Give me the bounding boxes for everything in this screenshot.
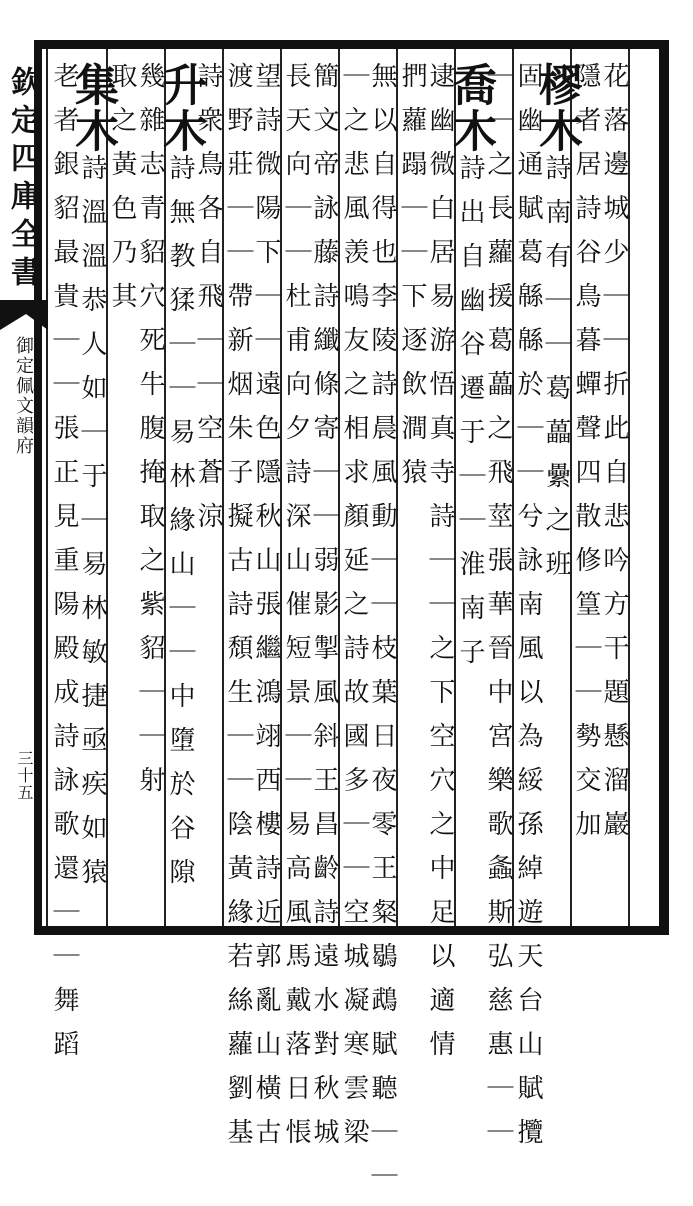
text-line: 詩溫溫恭人如｜于｜易林敏捷亟疾如猿 (77, 154, 107, 902)
text-column (513, 62, 543, 1162)
text-line: 渡野莊｜｜帶新烟朱子擬古詩頹生｜｜陰黃緣若絲蘿劉基 (223, 62, 253, 1162)
text-column (572, 62, 600, 922)
entry-head: 升木 (155, 62, 206, 154)
text-line: 取之黃色乃其 (107, 62, 137, 326)
text-line: 詩出自幽谷遷于｜｜淮南子 (455, 154, 485, 682)
text-column (108, 62, 136, 922)
text-column (531, 62, 582, 922)
text-line: 長天向｜｜杜甫向夕詩深山催短景｜｜易高風馬戴落日悵 (281, 62, 311, 1162)
text-line: 詩衆鳥各自飛｜｜空蒼涼 (193, 62, 223, 546)
text-column (309, 62, 339, 1162)
section-title: 御定佩文韻府 (13, 336, 34, 456)
frame-right-border (659, 40, 669, 935)
text-column (600, 62, 628, 922)
text-line: 花落邊城少｜｜折此自悲吟方干題懸溜巖 (599, 62, 629, 854)
entry-head: 喬木 (445, 62, 496, 154)
text-column (398, 62, 426, 922)
text-column (425, 62, 455, 1074)
text-column (223, 62, 253, 1162)
text-line: 簡文帝詠藤詩纖條寄｜｜弱影掣風斜王昌齡詩遠水對秋城 (309, 62, 339, 1162)
text-line: ｜｜之長蘿援葛藟之飛莖張華晉中宮樂歌螽斯弘慈惠｜｜ (483, 62, 513, 1162)
text-line: 逮幽微白居易游悟真寺詩｜｜之下空穴之中足以適情 (425, 62, 455, 1074)
entry-head: 集木 (67, 62, 118, 154)
text-column (155, 62, 206, 922)
text-column (251, 62, 281, 1162)
text-column (367, 62, 397, 1206)
text-line: 詩南有｜｜葛藟纍之班 (541, 154, 571, 594)
text-line: 老者銀貂最貴 (49, 62, 79, 326)
text-column (281, 62, 311, 1162)
text-line: 詩無教猱｜｜易林緣山｜｜中墮於谷隙 (165, 154, 195, 902)
frame-inner-left-border (46, 49, 48, 926)
frame-top-border (34, 40, 669, 49)
text-column (339, 62, 369, 1162)
text-line: 無以自得也李陵詩晨風動｜｜枝葉日夜零王粲鶡鵡賦聽｜｜ (367, 62, 397, 1206)
page-number: 三十五 (15, 750, 34, 801)
text-line: 捫蘿蹋｜｜下逐飲澗猿 (397, 62, 427, 502)
text-column (67, 62, 118, 922)
text-column (483, 62, 513, 1162)
text-column (49, 62, 79, 1074)
text-column (445, 62, 496, 922)
text-line: ｜｜張正見重陽殿成詩詠歌還｜｜舞蹈 (49, 326, 79, 1074)
book-title: 欽定四庫全書 (5, 66, 40, 294)
text-line: 望詩微陽下｜｜遠色隱秋山張繼鴻翊西樓詩近郭亂山橫古 (251, 62, 281, 1162)
text-column (136, 62, 164, 922)
text-line: 隱者居詩谷鳥暮蟬聲四散修篁｜｜勢交加 (571, 62, 601, 854)
text-line: 幾雜志青貂穴死牛腹掩取之紫貂｜｜射 (135, 62, 165, 810)
fishtail-mark (0, 300, 48, 330)
text-line: ｜之悲風羡鳴友之相求顏延之詩故國多｜｜空城凝寒雲梁 (339, 62, 369, 1162)
entry-head: 樛木 (531, 62, 582, 154)
text-column (194, 62, 222, 922)
text-line: 固幽通賦葛緜緜於｜｜兮詠南風以為綏孫綽遊天台山賦攬 (513, 62, 543, 1162)
